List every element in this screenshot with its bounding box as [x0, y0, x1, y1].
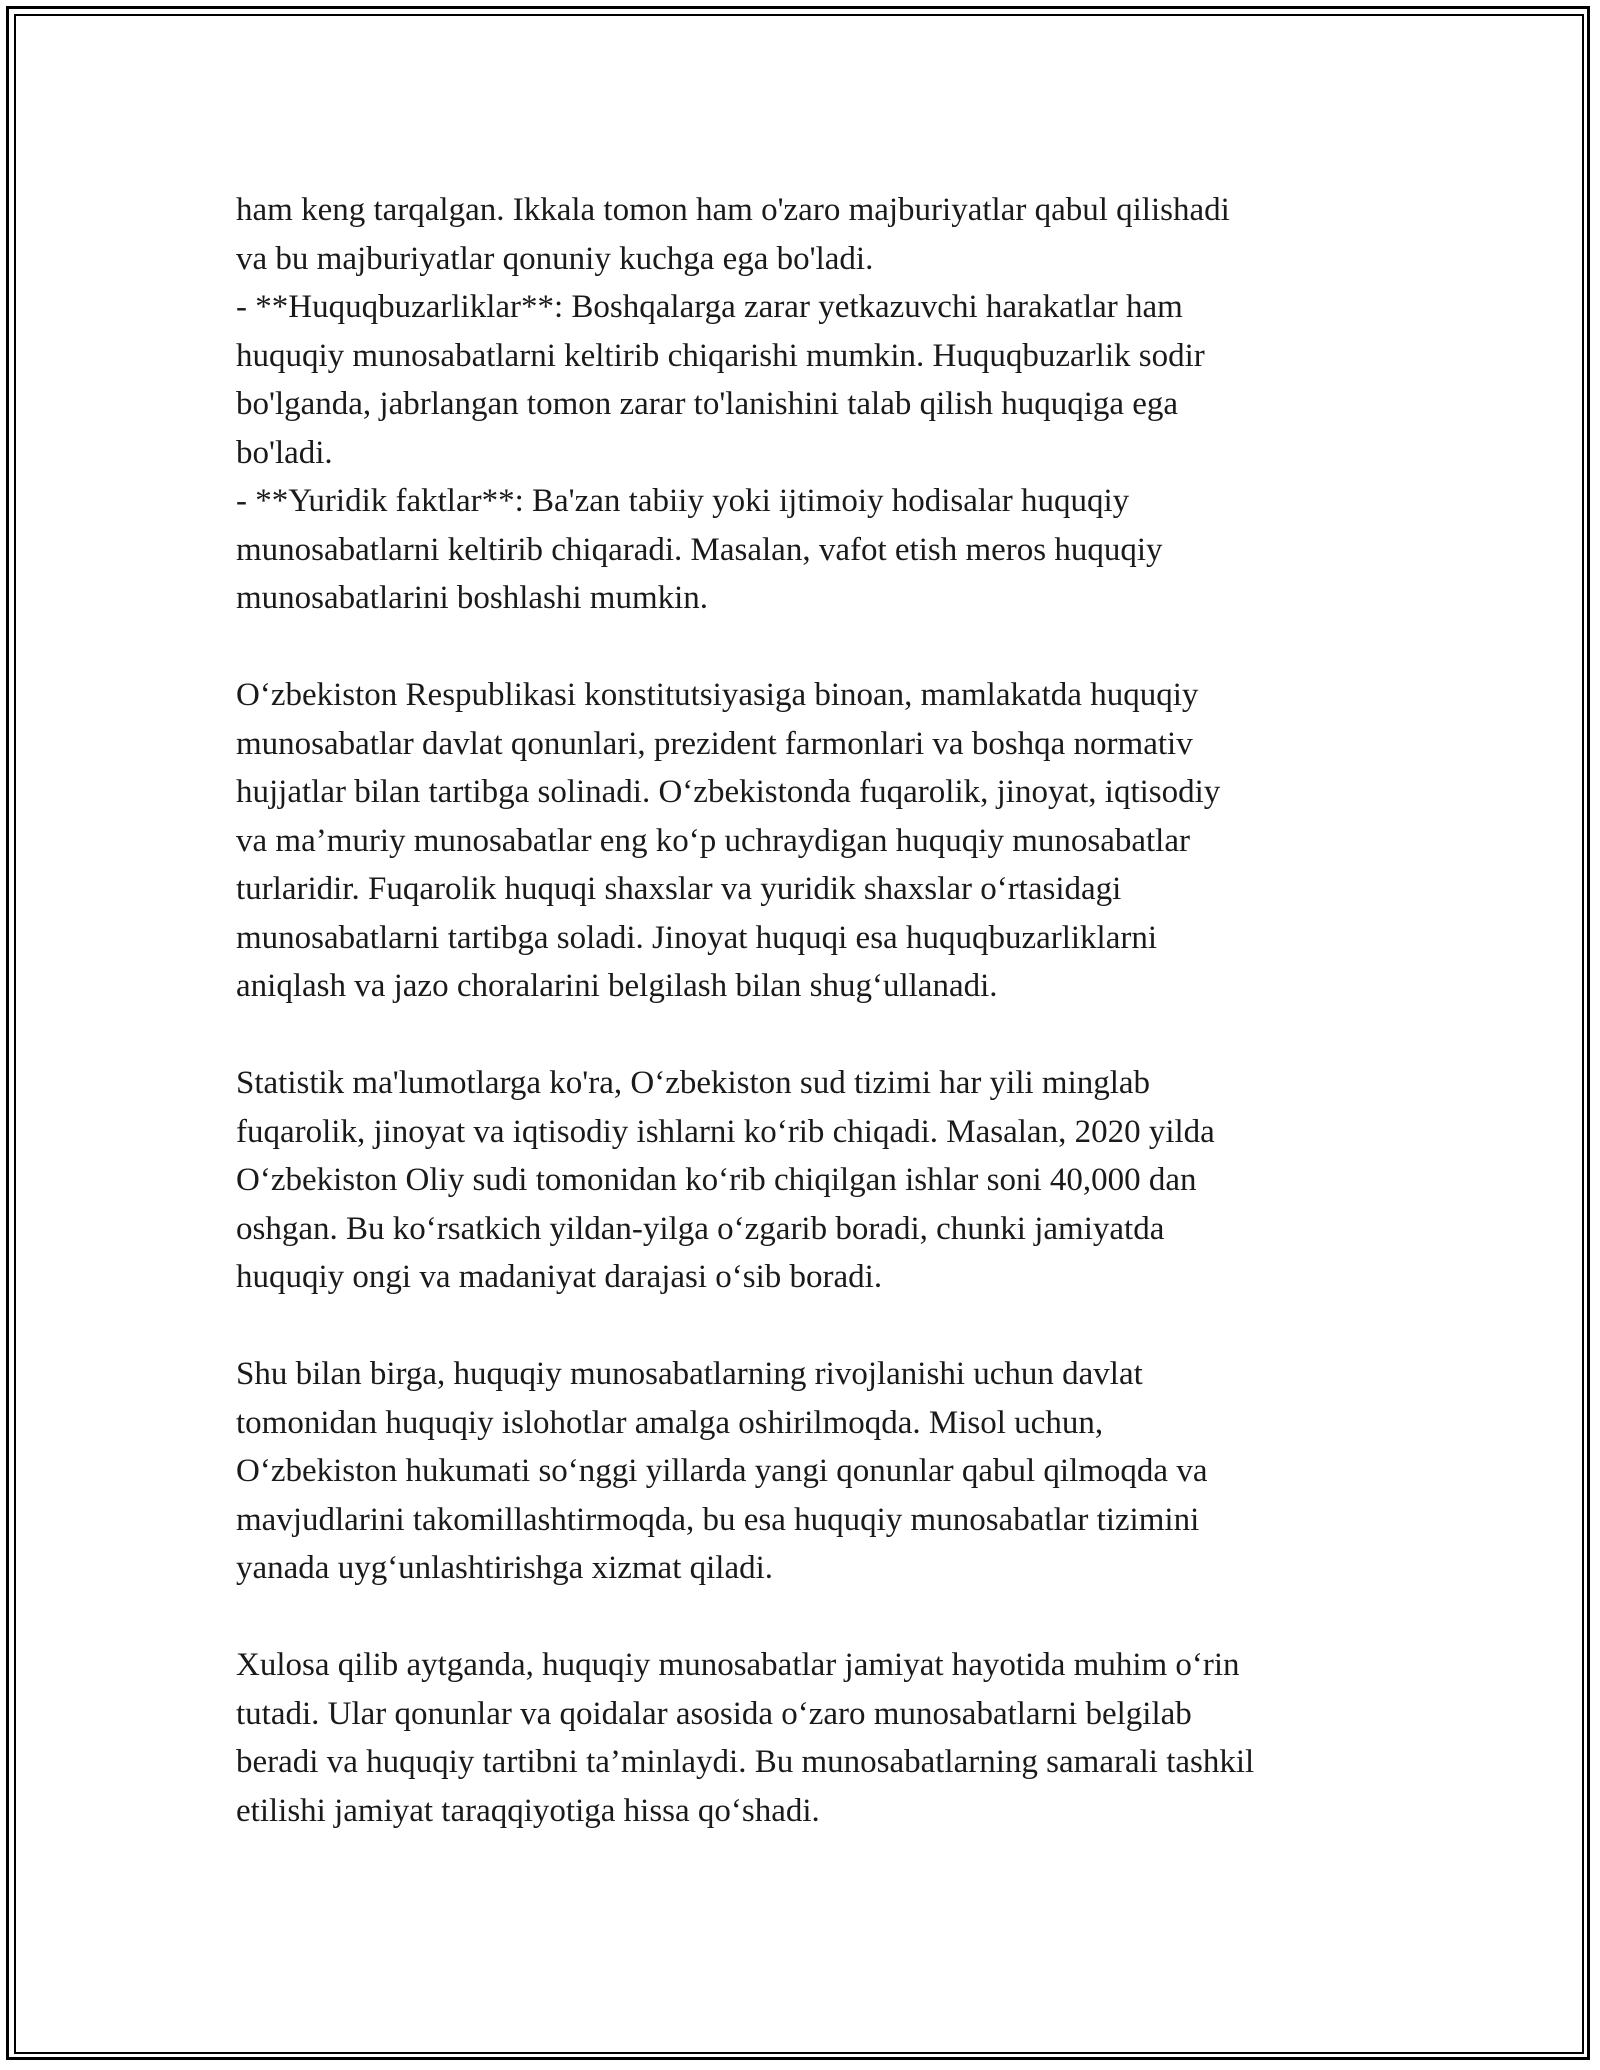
text-line: tutadi. Ular qonunlar va qoidalar asosida o‘zaro munosabatlarni belgilab [236, 1695, 1192, 1732]
text-line: mavjudlarini takomillashtirmoqda, bu esa huquqiy munosabatlar tizimini [236, 1501, 1200, 1538]
text-line: - **Yuridik faktlar**: Ba'zan tabiiy yoki ijtimoiy hodisalar huquqiy [236, 483, 1130, 519]
text-line: etilishi jamiyat taraqqiyotiga hissa qo‘shadi. [236, 1792, 820, 1829]
text-line: ham keng tarqalgan. Ikkala tomon ham o'zaro majburiyatlar qabul qilishadi [236, 192, 1230, 228]
text-line: huquqiy ongi va madaniyat darajasi o‘sib boradi. [236, 1259, 883, 1295]
text-line: O‘zbekiston hukumati so‘nggi yillarda yangi qonunlar qabul qilmoqda va [236, 1453, 1208, 1489]
text-line: munosabatlarni tartibga soladi. Jinoyat huquqi esa huquqbuzarliklarni [236, 919, 1158, 956]
text-line: Statistik ma'lumotlarga ko'ra, O‘zbekiston sud tizimi har yili minglab [236, 1065, 1151, 1101]
text-line: fuqarolik, jinoyat va iqtisodiy ishlarni ko‘rib chiqadi. Masalan, 2020 yilda [236, 1113, 1215, 1150]
paragraph-5 [236, 1641, 1386, 1835]
text-line: O‘zbekiston Oliy sudi tomonidan ko‘rib chiqilgan ishlar soni 40,000 dan [236, 1162, 1197, 1198]
document-body [236, 186, 1386, 1835]
text-line: Shu bilan birga, huquqiy munosabatlarning rivojlanishi uchun davlat [236, 1356, 1143, 1392]
text-line: hujjatlar bilan tartibga solinadi. O‘zbekistonda fuqarolik, jinoyat, iqtisodiy [236, 774, 1221, 810]
text-line: bo'ladi. [236, 434, 333, 471]
paragraph-4 [236, 1350, 1386, 1593]
text-line: va bu majburiyatlar qonuniy kuchga ega bo'ladi. [236, 240, 874, 277]
text-line: beradi va huquqiy tartibni ta’minlaydi. Bu munosabatlarning samarali tashkil [236, 1744, 1255, 1780]
text-line: - **Huquqbuzarliklar**: Boshqalarga zarar yetkazuvchi harakatlar ham [236, 289, 1183, 325]
text-line: va ma’muriy munosabatlar eng ko‘p uchraydigan huquqiy munosabatlar [236, 822, 1190, 859]
text-line: oshgan. Bu ko‘rsatkich yildan-yilga o‘zgarib boradi, chunki jamiyatda [236, 1210, 1165, 1247]
paragraph-2 [236, 671, 1386, 1011]
text-line: huquqiy munosabatlarni keltirib chiqarishi mumkin. Huquqbuzarlik sodir [236, 337, 1205, 374]
text-line: O‘zbekiston Respublikasi konstitutsiyasiga binoan, mamlakatda huquqiy [236, 677, 1199, 713]
paragraph-3 [236, 1059, 1386, 1302]
text-line: bo'lganda, jabrlangan tomon zarar to'lanishini talab qilish huquqiga ega [236, 386, 1179, 422]
text-line: munosabatlarni keltirib chiqaradi. Masalan, vafot etish meros huquqiy [236, 531, 1163, 568]
text-line: yanada uyg‘unlashtirishga xizmat qiladi. [236, 1550, 774, 1586]
text-line: turlaridir. Fuqarolik huquqi shaxslar va yuridik shaxslar o‘rtasidagi [236, 871, 1122, 907]
text-line: munosabatlarini boshlashi mumkin. [236, 580, 709, 616]
paragraph-1 [236, 186, 1386, 623]
text-line: Xulosa qilib aytganda, huquqiy munosabatlar jamiyat hayotida muhim o‘rin [236, 1647, 1240, 1683]
text-line: munosabatlar davlat qonunlari, prezident farmonlari va boshqa normativ [236, 725, 1193, 762]
text-line: tomonidan huquqiy islohotlar amalga oshirilmoqda. Misol uchun, [236, 1404, 1104, 1441]
text-line: aniqlash va jazo choralarini belgilash bilan shug‘ullanadi. [236, 968, 998, 1004]
